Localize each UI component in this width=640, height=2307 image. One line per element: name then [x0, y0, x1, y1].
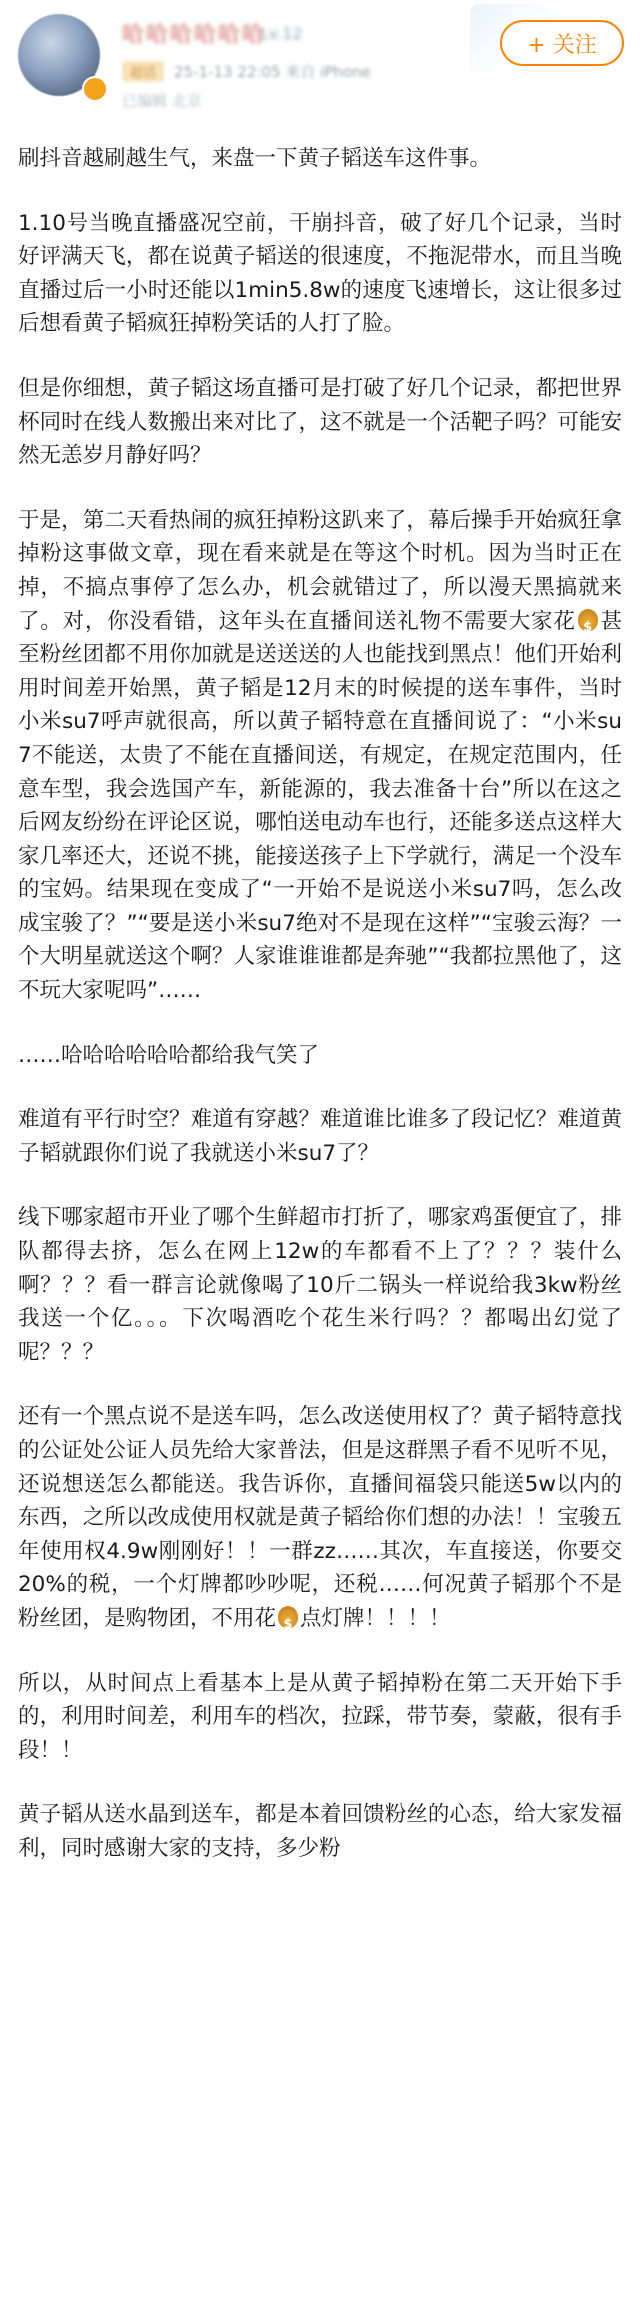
post-paragraph: ……哈哈哈哈哈哈都给我气笑了	[18, 1042, 320, 1068]
post-paragraph: 1.10号当晚直播盛况空前，干崩抖音，破了好几个记录，当时好评满天飞，都在说黄子韬送的很速度，不拖泥带水，而且当晚直播过后一小时还能以1min5.8w的速度飞速增长，这让很多过后想看黄子韬疯狂掉粉笑话的人打了脸。	[18, 210, 622, 337]
follow-button[interactable]: + 关注	[500, 20, 624, 66]
post-meta	[122, 60, 371, 82]
money-bag-icon	[278, 1606, 298, 1628]
post-body	[0, 120, 640, 1866]
post-text: 甚至粉丝团都不用你加就是送送送的人也能找到黑点！他们开始利用时间差开始黑，黄子韬是12月末的时候提的送车事件，当时小米su7呼声就很高，所以黄子韬特意在直播间说了：“小米su7不能送，太贵了不能在直播间送，有规定，在规定范围内，任意车型，我会选国产车，新能源的，我去准备十台”所以在这之后网友纷纷在评论区说，哪怕送电动车也行，还能多送点这样大家几率还大，还说不挑，能接送孩子上下学就行，满足一个没车的宝妈。结果现在变成了“一开始不是说送小米su7吗，怎么改成宝骏了？”“要是送小米su7绝对不是现在这样”“宝骏云海？一个大明星就送这个啊？人家谁谁谁都是奔驰”“我都拉黑他了，这不玩大家呢吗”……	[18, 608, 622, 1004]
verified-badge-icon	[82, 76, 108, 102]
post-paragraph: 所以，从时间点上看基本上是从黄子韬掉粉在第二天开始下手的，利用时间差，利用车的档次，拉踩，带节奏，蒙蔽，很有手段！！	[18, 1670, 622, 1763]
post-text: 还有一个黑点说不是送车吗，怎么改送使用权了？黄子韬特意找的公证处公证人员先给大家普法，但是这群黑子看不见听不见，还说想送怎么都能送。我告诉你，直播间福袋只能送5w以内的东西，之所以改成使用权就是黄子韬给你们想的办法！！宝骏五年使用权4.9w刚刚好！！一群zz……其次，车直接送，你要交20%的税，一个灯牌都吵吵呢，还税……何况黄子韬那个不是粉丝团，是购物团，不用花	[18, 1404, 622, 1631]
post-time: 25-1-13 22:05 来自 iPhone	[174, 62, 371, 81]
money-bag-icon	[578, 609, 598, 631]
post-paragraph	[18, 1400, 622, 1635]
post-text: 点灯牌！！！！	[300, 1605, 451, 1631]
user-name[interactable]: 哈哈哈哈哈哈	[122, 22, 267, 48]
user-level-badge: Lv.12	[260, 23, 303, 43]
post-paragraph: 但是你细想，黄子韬这场直播可是打破了好几个记录，都把世界杯同时在线人数搬出来对比了，这不就是一个活靶子吗？可能安然无恙岁月静好吗？	[18, 375, 622, 469]
post-paragraph	[18, 504, 622, 1008]
post-paragraph: 线下哪家超市开业了哪个生鲜超市打折了，哪家鸡蛋便宜了，排队都得去挤，怎么在网上12w的车都看不上了？？？装什么啊？？？看一群言论就像喝了10斤二锅头一样说给我3kw粉丝我送一个亿。。。下次喝酒吃个花生米行吗？？都喝出幻觉了呢？？？	[18, 1205, 622, 1365]
post-paragraph: 难道有平行时空？难道有穿越？难道谁比谁多了段记忆？难道黄子韬就跟你们说了我就送小米su7了？	[18, 1107, 622, 1166]
post-paragraph: 刷抖音越刷越生气，来盘一下黄子韬送车这件事。	[18, 146, 492, 171]
post-paragraph: 黄子韬从送水晶到送车，都是本着回馈粉丝的心态，给大家发福利，同时感谢大家的支持，多少粉	[18, 1802, 622, 1861]
post-extra: 已编辑 北京	[122, 92, 202, 110]
post-text: 于是，第二天看热闹的疯狂掉粉这趴来了，幕后操手开始疯狂拿掉粉这事做文章，现在看来就是在等这个时机。因为当时正在掉，不搞点事停了怎么办，机会就错过了，所以漫天黑搞就来了。对，你没看错，这年头在直播间送礼物不需要大家花	[18, 507, 622, 634]
post-header	[0, 0, 640, 120]
user-tag: 超话	[122, 61, 164, 82]
